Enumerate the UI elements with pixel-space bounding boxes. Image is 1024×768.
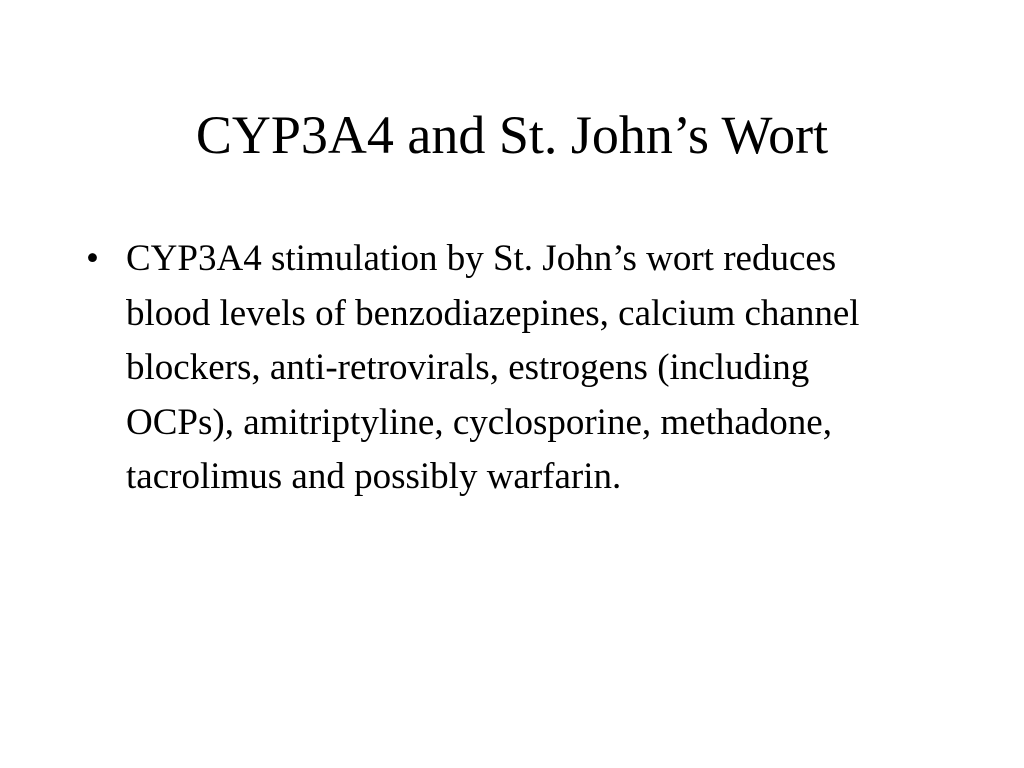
bullet-list [86, 232, 926, 505]
bullet-item [86, 232, 926, 505]
bullet-marker: • [86, 238, 99, 279]
bullet-text: CYP3A4 stimulation by St. John’s wort reduces blood levels of benzodiazepines, calcium channel blockers, anti-retrovirals, estrogens (including OCPs), amitriptyline, cyclosporine, methadone, tacrolimus and possibly warfarin. [126, 238, 860, 497]
slide-title: CYP3A4 and St. John’s Wort [195, 105, 829, 165]
